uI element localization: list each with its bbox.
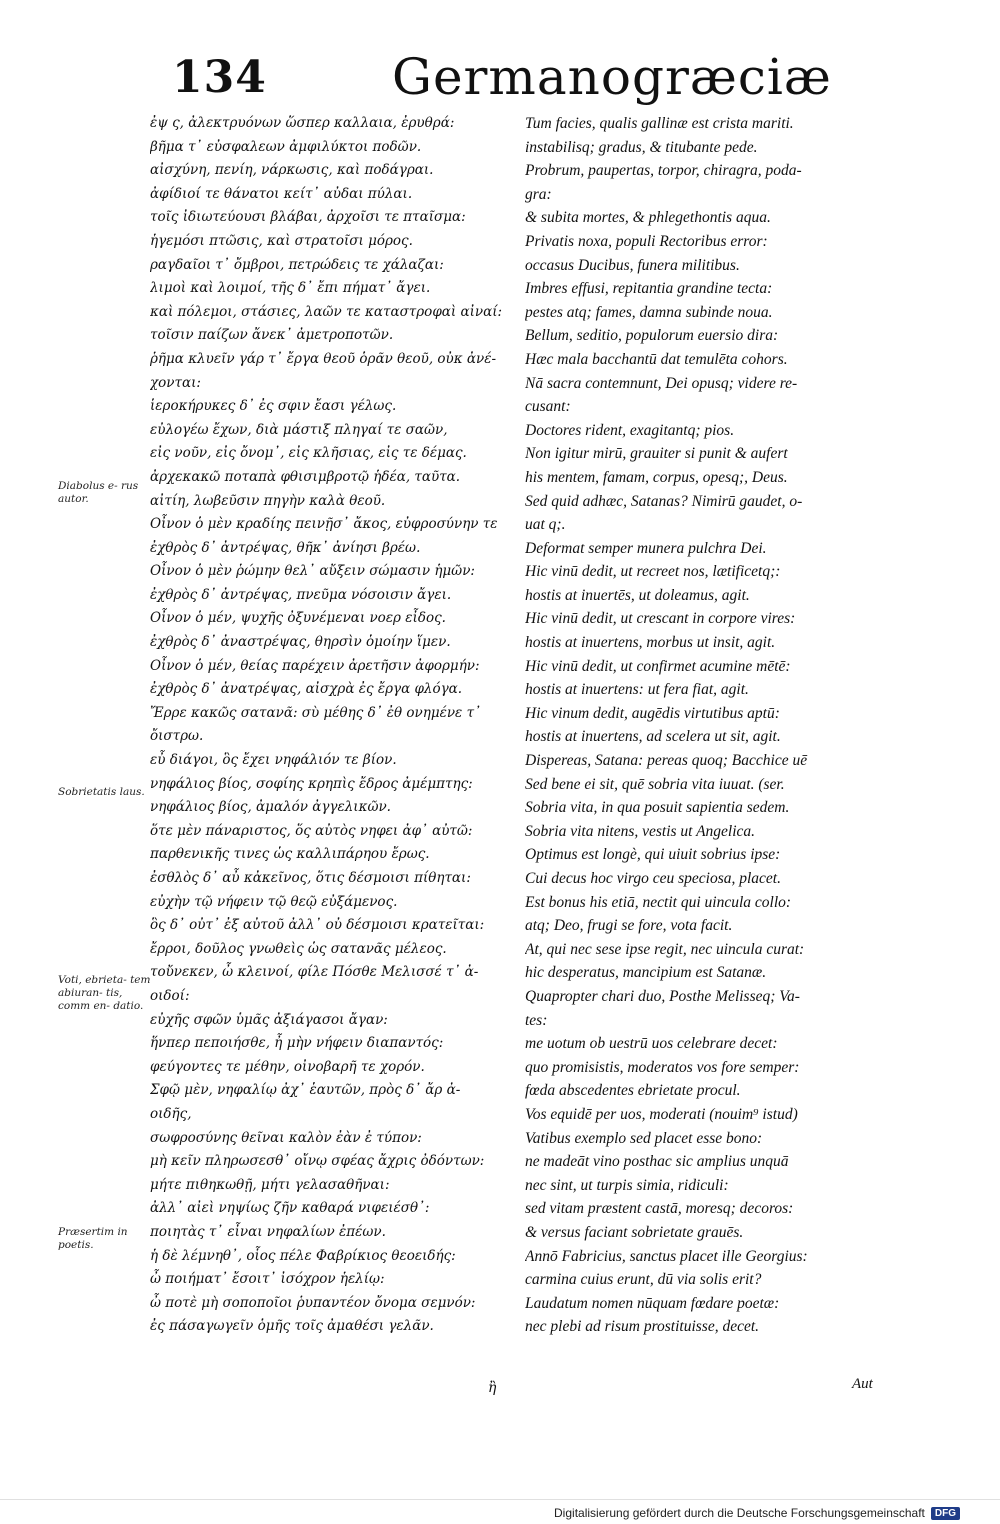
- latin-text-column: [525, 112, 905, 1339]
- latin-verse-line: fœda abscedentes ebrietate procul.: [525, 1082, 741, 1100]
- latin-verse-line: hostis at inuertēs, ut doleamus, agit.: [525, 586, 750, 604]
- latin-verse-line: Deformat semper munera pulchra Dei.: [525, 539, 767, 557]
- greek-verse-line: ἔρροι, δοῦλος γνωθεὶς ὡς σατανᾶς μέλεος.: [150, 940, 447, 957]
- greek-verse-line: ὃς δ᾽ οὐτ᾽ ἐξ αὐτοῦ ἀλλ᾽ οὐ δέσμοισι κρατεῖται:: [150, 917, 485, 934]
- latin-verse-line: Sed quid adhæc, Satanas? Nimirū gaudet, o-: [525, 492, 803, 510]
- latin-verse-line: sed vitam præstent castā, moresq; decoros:: [525, 1200, 794, 1218]
- greek-verse-line: οιδοί:: [150, 987, 190, 1004]
- greek-verse-line: ραγδαῖοι τ᾽ ὄμβροι, πετρώδεις τε χάλαζαι:: [150, 256, 444, 273]
- latin-verse-line: Vos equidē per uos, moderati (nouim⁹ istud): [525, 1105, 798, 1123]
- latin-verse-line: gra:: [525, 185, 552, 203]
- greek-verse-line: ἐψ ς, ἀλεκτρυόνων ὥσπερ καλλαια, ἐρυθρά:: [150, 115, 455, 131]
- greek-verse-line: ὅτε μὲν πάναριστος, ὅς αὐτὸς νηφει ἀφ᾽ αὐτῶ:: [150, 822, 473, 839]
- latin-verse-line: Imbres effusi, repitantia grandine tecta:: [525, 280, 773, 298]
- greek-verse-line: λιμοὶ καὶ λοιμοί, τῆς δ᾽ ἔπι πήματ᾽ ἄγει.: [150, 280, 431, 297]
- greek-verse-line: μὴ κεῖν πληρωσεσθ᾽ οἴνῳ σφέας ἄχρις ὀδόντων:: [150, 1153, 485, 1170]
- greek-verse-line: οιδῆς,: [150, 1105, 192, 1122]
- greek-verse-line: ὦ ποτὲ μὴ σοποποῖοι ῥυπαντέον ὄνομα σεμνόν:: [150, 1294, 476, 1311]
- greek-verse-line: εὖ διάγοι, ὃς ἔχει νηφάλιόν τε βίον.: [150, 752, 397, 769]
- latin-verse-line: Hic vinū dedit, ut crescant in corpore vires:: [525, 610, 796, 628]
- latin-verse-line: Nā sacra contemnunt, Dei opusq; videre re-: [525, 374, 798, 392]
- greek-verse-line: Οἶνον ὁ μὲν ῥώμην θελ᾽ αὔξειν σώμασιν ἡμῶν:: [150, 563, 475, 580]
- greek-verse-line: εὐχὴν τῷ νήφειν τῷ θεῷ εὐξάμενος.: [150, 893, 398, 910]
- greek-verse-line: αἰσχύνη, πενίη, νάρκωσις, καὶ ποδάγραι.: [150, 162, 434, 179]
- latin-verse-line: his mentem, famam, corpus, opesq;, Deus.: [525, 468, 788, 486]
- dfg-logo: DFG: [931, 1507, 960, 1520]
- latin-verse-line: & subita mortes, & phlegethontis aqua.: [525, 209, 771, 227]
- greek-verse-line: ἀλλ᾽ αἰεὶ νηψίως ζῆν καθαρά νιφειέσθ᾽:: [150, 1200, 430, 1217]
- greek-verse-line: τοῖς ἰδιωτεύουσι βλάβαι, ἀρχοῖσι τε πταῖσμα:: [150, 209, 466, 226]
- latin-verse-line: Bellum, seditio, populorum euersio dira:: [525, 327, 779, 345]
- catchword-greek: ἢ: [488, 1380, 497, 1396]
- latin-verse-line: uat q;.: [525, 516, 566, 534]
- greek-verse-line: νηφάλιος βίος, ἀμαλόν ἀγγελικῶν.: [150, 799, 391, 816]
- latin-verse-line: instabilisq; gradus, & titubante pede.: [525, 138, 758, 156]
- footer: [554, 1506, 960, 1520]
- latin-verse-line: me uotum ob uestrū uos celebrare decet:: [525, 1035, 778, 1053]
- greek-verse-line: τοῖσιν παίζων ἄνεκ᾽ ἀμετροποτῶν.: [150, 327, 394, 344]
- greek-verse-line: ῥῆμα κλυεῖν γάρ τ᾽ ἔργα θεοῦ ὁρᾶν θεοῦ, οὐκ ἀνέ-: [150, 350, 497, 367]
- footer-credit-text: Digitalisierung gefördert durch die Deutsche Forschungsgemeinschaft: [554, 1506, 925, 1520]
- latin-verse-line: carmina cuius erunt, dū via solis erit?: [525, 1271, 762, 1289]
- greek-verse-line: τοὔνεκεν, ὦ κλεινοί, φίλε Πόσθε Μελισσέ τ᾽ ἀ-: [150, 964, 479, 981]
- latin-verse-line: At, qui nec sese ipse regit, nec uincula curat:: [525, 940, 805, 958]
- latin-verse-line: Est bonus his etiā, nectit qui uincula collo:: [525, 893, 792, 911]
- greek-verse-line: Οἶνον ὁ μέν, ψυχῆς ὀξυνέμεναι νοερ εἶδος.: [150, 610, 446, 627]
- greek-verse-line: ἐχθρὸς δ᾽ ἀντρέψας, πνεῦμα νόσοισιν ἄγει.: [150, 586, 452, 603]
- greek-verse-line: Οἶνον ὁ μὲν κραδίης πεινῇσ᾽ ἄκος, εὐφροσύνην τε: [150, 516, 498, 533]
- latin-verse-line: Non igitur mirū, grauiter si punit & aufert: [525, 445, 788, 463]
- greek-verse-line: ἐχθρὸς δ᾽ ἀνατρέψας, αἰσχρὰ ἐς ἔργα φλόγα.: [150, 681, 463, 698]
- latin-verse-line: hostis at inuertens, ad scelera ut sit, agit.: [525, 728, 781, 746]
- greek-verse-line: ἐχθρὸς δ᾽ ἀναστρέψας, θηρσὶν ὁμοίην ἵμεν.: [150, 634, 451, 651]
- greek-verse-line: βῆμα τ᾽ εὐσφαλεων ἀμφιλύκτοι ποδῶν.: [150, 138, 422, 155]
- latin-verse-line: hostis at inuertens, morbus ut insit, agit.: [525, 634, 776, 652]
- latin-verse-line: quo promisistis, moderatos vos fore semper:: [525, 1058, 800, 1076]
- latin-verse-line: occasus Ducibus, funera militibus.: [525, 256, 740, 274]
- latin-verse-line: Privatis noxa, populi Rectoribus error:: [525, 232, 768, 250]
- latin-verse-line: Hic vinum dedit, augēdis virtutibus aptū:: [525, 704, 780, 722]
- latin-verse-line: Doctores rident, exagitantq; pios.: [525, 421, 735, 439]
- latin-verse-line: Laudatum nomen nūquam fœdare poetæ:: [525, 1294, 780, 1312]
- greek-verse-line: ἀφίδιοί τε θάνατοι κείτ᾽ αὐδαι πύλαι.: [150, 185, 413, 202]
- greek-verse-line: ἥνπερ πεποιήσθε, ἦ μὴν νήφειν διαπαντός:: [150, 1035, 444, 1052]
- latin-verse-line: nec sint, ut turpis simia, ridiculi:: [525, 1176, 729, 1194]
- greek-verse-line: ἡγεμόσι πτῶσις, καὶ στρατοῖσι μόρος.: [150, 232, 413, 249]
- greek-verse-line: αἰτίη, λωβεῦσιν πηγὴν καλὰ θεοῦ.: [150, 492, 386, 509]
- running-title: Germanogræciæ: [392, 48, 832, 106]
- greek-verse-line: ὄιστρω.: [150, 728, 204, 745]
- latin-verse-line: Dispereas, Satana: pereas quoq; Bacchice uē: [525, 752, 808, 770]
- latin-verse-line: hic desperatus, mancipium est Satanæ.: [525, 964, 767, 982]
- greek-verse-line: ἱεροκήρυκες δ᾽ ἐς σφιν ἔασι γέλως.: [150, 398, 397, 415]
- greek-verse-line: νηφάλιος βίος, σοφίης κρηπὶς ἔδρος ἀμέμπτης:: [150, 775, 473, 792]
- footer-divider: [0, 1499, 1000, 1500]
- latin-verse-line: atq; Deo, frugi se fore, vota facit.: [525, 917, 733, 935]
- latin-verse-line: Sobria vita, in qua posuit sapientia sedem.: [525, 799, 790, 817]
- margin-note-voti: Voti, ebrieta- tem abiuran- tis, comm en- datio.: [58, 974, 151, 1012]
- greek-verse-line: παρθενικῆς τινες ὡς καλλιπάρηου ἔρως.: [150, 846, 430, 863]
- latin-verse-line: Sobria vita nitens, vestis ut Angelica.: [525, 822, 756, 840]
- margin-note-diabolus: Diabolus e- rus autor.: [58, 480, 139, 505]
- greek-verse-line: σωφροσύνης θεῖναι καλὸν ἐὰν ἐ τύπον:: [150, 1129, 422, 1146]
- latin-verse-line: nec plebi ad risum prostituisse, decet.: [525, 1318, 760, 1336]
- latin-verse-line: Tum facies, qualis gallinæ est crista mariti.: [525, 115, 794, 132]
- latin-verse-line: pestes atq; fames, damna subinde noua.: [525, 303, 773, 321]
- margin-note-sobrietatis: Sobrietatis laus.: [58, 786, 145, 798]
- latin-verse-line: Hic vinū dedit, ut recreet nos, lætificetq;:: [525, 563, 781, 581]
- greek-verse-line: εὐχῆς σφῶν ὑμᾶς ἀξιάγασοι ἄγαν:: [150, 1011, 388, 1028]
- latin-verse-line: hostis at inuertens: ut fera fiat, agit.: [525, 681, 749, 699]
- greek-verse-line: καὶ πόλεμοι, στάσιες, λαῶν τε καταστροφαὶ αἰναί:: [150, 303, 503, 320]
- greek-verse-line: εἰς νοῦν, εἰς ὄνομ᾽, εἰς κλῆσιας, εἰς τε δέμας.: [150, 445, 467, 462]
- greek-verse-line: Ἔρρε κακῶς σατανᾶ: σὺ μέθης δ᾽ ἐθ ονημένε τ᾽: [150, 704, 481, 721]
- latin-verse-line: Optimus est longè, qui uiuit sobrius ipse:: [525, 846, 781, 864]
- latin-verse-line: Quapropter chari duo, Posthe Melisseq; Va-: [525, 987, 800, 1005]
- greek-verse-line: εὐλογέω ἔχων, διὰ μάστιξ πληγαί τε σαῶν,: [150, 421, 448, 438]
- latin-verse-line: Hic vinū dedit, ut confirmet acumine mētē:: [525, 657, 791, 675]
- greek-verse-line: ἐς πάσαγωγεῖν ὁμῆς τοῖς ἀμαθέσι γελᾶν.: [150, 1318, 434, 1335]
- latin-verse-line: Vatibus exemplo sed placet esse bono:: [525, 1129, 763, 1147]
- latin-verse-line: Sed bene ei sit, quē sobria vita iuuat. (ser.: [525, 775, 785, 793]
- greek-verse-line: μήτε πιθηκωθῇ, μήτι γελασαθῆναι:: [150, 1176, 390, 1193]
- greek-verse-line: ἐσθλὸς δ᾽ αὖ κἀκεῖνος, ὅτις δέσμοισι πίθηται:: [150, 870, 471, 886]
- latin-verse-line: tes:: [525, 1011, 548, 1029]
- greek-verse-line: ἐχθρὸς δ᾽ ἀντρέψας, θῆκ᾽ ἀνίησι βρέω.: [150, 539, 421, 556]
- greek-verse-line: ἡ δὲ λέμνηθ᾽, οἷος πέλε Φαβρίκιος θεοειδής:: [150, 1247, 456, 1264]
- latin-verse-line: Hæc mala bacchantū dat temulēta cohors.: [525, 350, 788, 368]
- page-number: 134: [172, 52, 267, 103]
- latin-verse-line: ne madeāt vino posthac sic amplius unquā: [525, 1153, 789, 1171]
- latin-verse-line: & versus faciant sobrietate grauēs.: [525, 1223, 744, 1241]
- greek-verse-line: φεύγοντες τε μέθην, οἰνοβαρῆ τε χορόν.: [150, 1058, 425, 1075]
- latin-verse-line: cusant:: [525, 398, 571, 416]
- greek-verse-line: ὦ ποιήματ᾽ ἔσοιτ᾽ ἰσόχρον ἡελίῳ:: [150, 1271, 385, 1288]
- latin-verse-line: Cui decus hoc virgo ceu speciosa, placet.: [525, 870, 781, 887]
- greek-verse-line: Οἶνον ὁ μέν, θείας παρέχειν ἀρετῆσιν ἀφορμήν:: [150, 657, 480, 674]
- greek-verse-line: χονται:: [150, 374, 201, 391]
- greek-verse-line: Σφῷ μὲν, νηφαλίῳ ἀχ᾽ ἑαυτῶν, πρὸς δ᾽ ἄρ ἀ-: [150, 1082, 461, 1099]
- latin-verse-line: Annō Fabricius, sanctus placet ille Georgius:: [525, 1247, 808, 1265]
- greek-verse-line: ἀρχεκακῶ ποταπὰ φθισιμβροτῷ ἡδέα, ταῦτα.: [150, 468, 461, 485]
- latin-verse-line: Probrum, paupertas, torpor, chiragra, poda-: [525, 162, 802, 180]
- greek-text-column: [150, 112, 530, 1339]
- margin-note-poetis: Præsertim in poetis.: [58, 1226, 128, 1251]
- greek-verse-line: ποιητὰς τ᾽ εἶναι νηφαλίων ἐπέων.: [150, 1223, 386, 1240]
- catchword-latin: Aut: [852, 1376, 873, 1392]
